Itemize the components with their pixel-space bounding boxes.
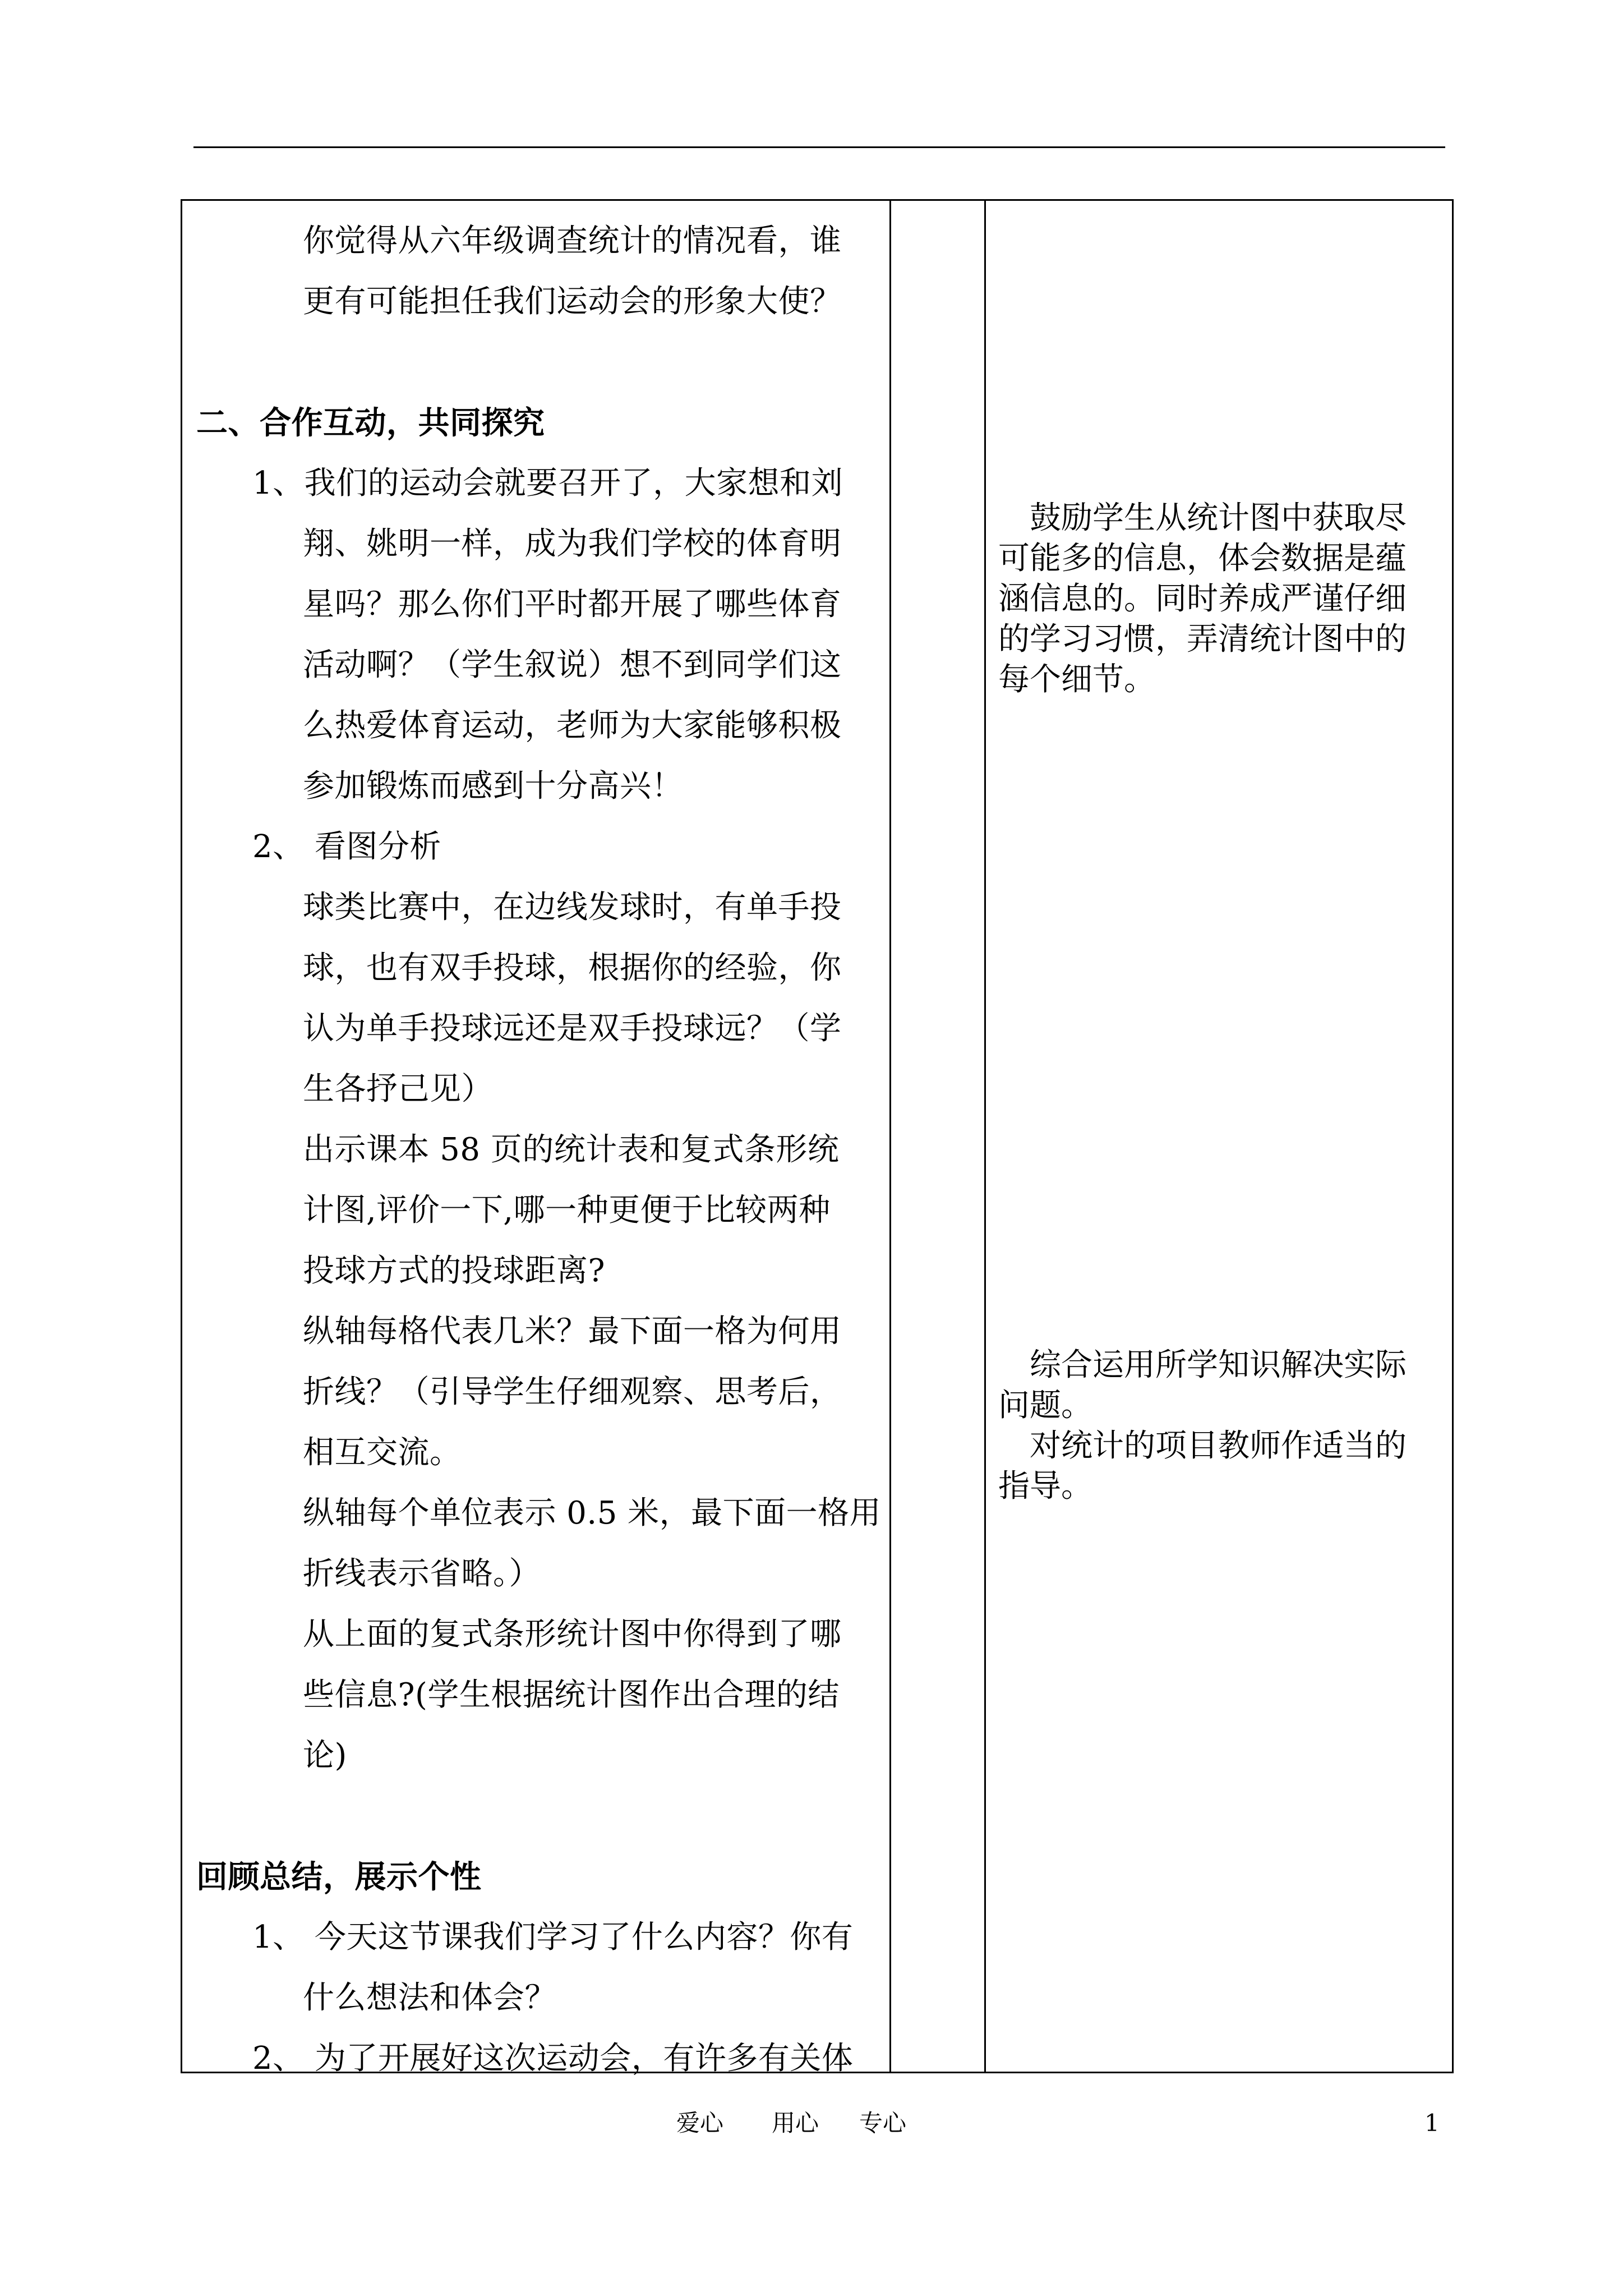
item2-line: 球类比赛中，在边线发球时，有单手投 xyxy=(303,889,842,926)
item2-line: 纵轴每格代表几米？最下面一格为何用 xyxy=(303,1313,842,1350)
note-block-1 xyxy=(998,498,1407,700)
note-line: 涵信息的。同时养成严谨仔细 xyxy=(998,581,1407,617)
item2-line: 纵轴每个单位表示 0.5 米，最下面一格用 xyxy=(303,1495,882,1531)
item2-line: 认为单手投球远还是双手投球远？（学 xyxy=(303,1010,842,1047)
review-line: 1、 今天这节课我们学习了什么内容？你有 xyxy=(252,1919,854,1955)
intro-line: 更有可能担任我们运动会的形象大使？ xyxy=(303,283,842,320)
footer-word-1: 爱心 xyxy=(676,2109,724,2137)
item2-line: 生各抒己见） xyxy=(303,1071,493,1107)
item2-line: 球，也有双手投球，根据你的经验，你 xyxy=(303,950,842,986)
section-heading-review: 回顾总结，展示个性 xyxy=(196,1858,482,1895)
page-number: 1 xyxy=(1424,2109,1440,2137)
item1-line: 参加锻炼而感到十分高兴！ xyxy=(303,768,683,804)
review-line: 2、 为了开展好这次运动会，有许多有关体 xyxy=(252,2040,854,2077)
review-line: 什么想法和体会？ xyxy=(303,1980,556,2016)
note-line: 综合运用所学知识解决实际 xyxy=(1030,1347,1407,1383)
item2-line: 从上面的复式条形统计图中你得到了哪 xyxy=(303,1616,842,1653)
note-line: 问题。 xyxy=(998,1387,1092,1424)
item2-line: 相互交流。 xyxy=(303,1434,462,1471)
item2-title: 2、 看图分析 xyxy=(252,829,441,865)
note-line: 每个细节。 xyxy=(998,661,1155,698)
note-line: 指导。 xyxy=(998,1468,1092,1504)
item2-line: 计图,评价一下,哪一种更便于比较两种 xyxy=(303,1192,831,1228)
item2-line: 出示课本 58 页的统计表和复式条形统 xyxy=(303,1131,840,1168)
section-heading-cooperation: 二、合作互动，共同探究 xyxy=(196,404,545,441)
item1-line: 活动啊？（学生叙说）想不到同学们这 xyxy=(303,647,842,683)
note-line: 对统计的项目教师作适当的 xyxy=(1030,1428,1407,1464)
item2-line: 论) xyxy=(303,1737,347,1774)
note-line: 可能多的信息，体会数据是蕴 xyxy=(998,540,1407,577)
note-line: 的学习习惯，弄清统计图中的 xyxy=(998,621,1407,657)
item2-line: 折线表示省略。） xyxy=(303,1556,541,1592)
item1-line: 么热爱体育运动，老师为大家能够积极 xyxy=(303,707,842,744)
note-block-2 xyxy=(998,1345,1407,1507)
note-line: 鼓励学生从统计图中获取尽 xyxy=(1030,500,1407,536)
teaching-process-column xyxy=(196,211,880,2089)
item2-line: 投球方式的投球距离? xyxy=(303,1253,606,1289)
column-divider-1 xyxy=(889,201,891,2072)
column-divider-2 xyxy=(984,201,986,2072)
item2-line: 些信息?(学生根据统计图作出合理的结 xyxy=(303,1677,840,1713)
header-rule xyxy=(193,146,1445,148)
footer-word-3: 专心 xyxy=(859,2109,907,2137)
lesson-plan-table xyxy=(181,199,1454,2077)
item1-line: 1、我们的运动会就要召开了，大家想和刘 xyxy=(252,465,843,501)
intro-line: 你觉得从六年级调查统计的情况看，谁 xyxy=(303,223,842,259)
item1-line: 星吗？那么你们平时都开展了哪些体育 xyxy=(303,586,842,623)
item1-line: 翔、姚明一样，成为我们学校的体育明 xyxy=(303,526,842,562)
footer-word-2: 用心 xyxy=(772,2109,819,2137)
item2-line: 折线？（引导学生仔细观察、思考后， xyxy=(303,1374,842,1410)
